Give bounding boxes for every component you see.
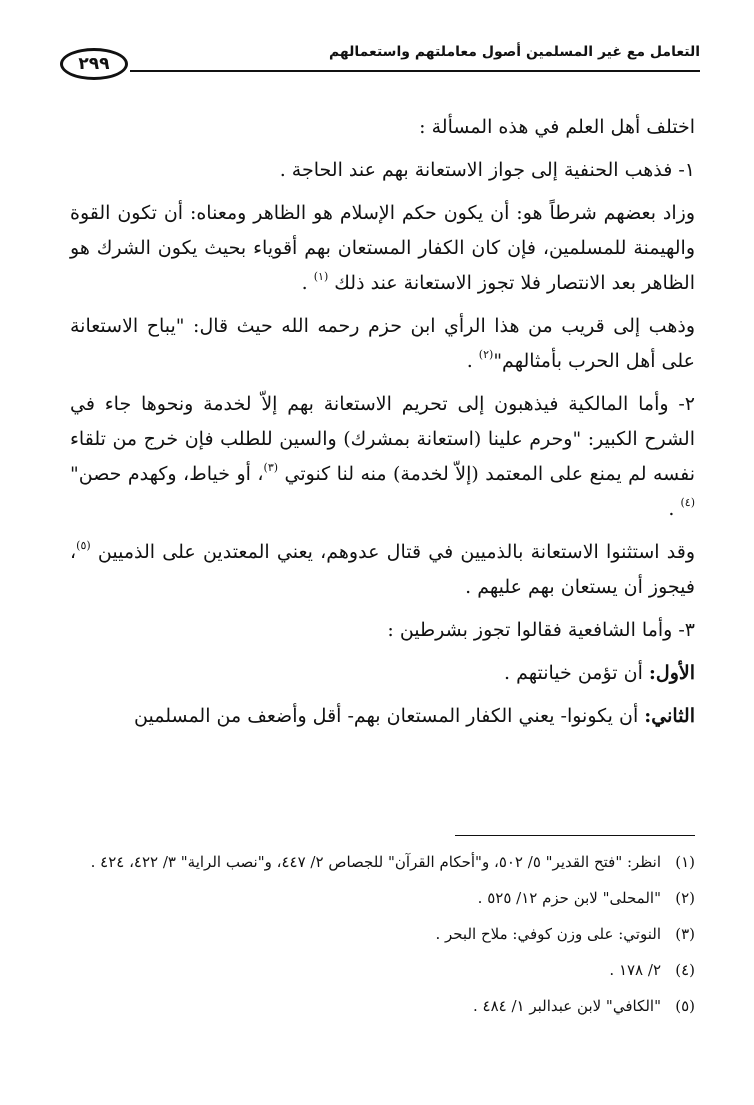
page-number: ٢٩٩ xyxy=(60,48,128,80)
paragraph-text: أن تؤمن خيانتهم . xyxy=(504,662,643,684)
paragraph-text: وزاد بعضهم شرطاً هو: أن يكون حكم الإسلام هو الظاهر ومعناه: أن تكون القوة والهيمنة للمسلمين، فإن كان الكفار المستعان بهم أقوياء بحيث يكون الشرك هو الظاهر بعد الانتصار فلا تجوز الاستعانة عند ذلك xyxy=(70,202,695,294)
paragraph-end: . xyxy=(301,272,308,294)
running-title: التعامل مع غير المسلمين أصول معاملتهم واستعمالهم xyxy=(328,44,700,60)
footnote xyxy=(70,884,695,912)
paragraph xyxy=(70,699,695,734)
paragraph-text: ١- فذهب الحنفية إلى جواز الاستعانة بهم عند الحاجة . xyxy=(279,159,695,181)
paragraph-end: . xyxy=(668,498,675,520)
footnote-number: (٣) xyxy=(675,925,695,943)
paragraph xyxy=(70,613,695,648)
paragraph xyxy=(70,196,695,301)
body-text xyxy=(70,110,695,742)
paragraph xyxy=(70,309,695,379)
paragraph-end: . xyxy=(466,350,473,372)
footnote xyxy=(70,992,695,1020)
header-rule xyxy=(130,70,700,72)
footnote-ref[interactable]: (١) xyxy=(313,270,329,283)
paragraph xyxy=(70,110,695,145)
footnote-ref[interactable]: (٤) xyxy=(680,496,695,509)
paragraph-text: وقد استثنوا الاستعانة بالذميين في قتال عدوهم، يعني المعتدين على الذميين xyxy=(97,541,695,563)
footnote-text: "المحلى" لابن حزم ١٢/ ٥٢٥ . xyxy=(477,889,661,907)
footnote-text: النوتي: على وزن كوفي: ملاح البحر . xyxy=(435,925,661,943)
paragraph xyxy=(70,656,695,691)
footnote-number: (٤) xyxy=(675,961,695,979)
footnote-number: (١) xyxy=(675,853,695,871)
condition-label: الأول: xyxy=(648,662,695,684)
footnote-separator xyxy=(455,835,695,836)
footnote-ref[interactable]: (٣) xyxy=(263,461,279,474)
paragraph-text: اختلف أهل العلم في هذه المسألة : xyxy=(419,116,695,138)
footnote-text: "الكافي" لابن عبدالبر ١/ ٤٨٤ . xyxy=(472,997,661,1015)
footnote-text: ٢/ ١٧٨ . xyxy=(609,961,661,979)
footnote-ref[interactable]: (٢) xyxy=(478,348,494,361)
paragraph-text: ٢- وأما المالكية فيذهبون إلى تحريم الاستعانة بهم إلاّ لخدمة ونحوها جاء في الشرح الكبير: "وحرم علينا (استعانة بمشرك) والسين للطلب فإن خرج من تلقاء نفسه لم يمنع على المعتمد (إلاّ لخدمة) منه لنا كنوتي xyxy=(70,393,696,485)
footnotes xyxy=(70,848,695,1028)
paragraph-text: أن يكونوا- يعني الكفار المستعان بهم- أقل وأضعف من المسلمين xyxy=(134,705,639,727)
footnote-number: (٥) xyxy=(675,997,695,1015)
footnote xyxy=(70,848,695,876)
condition-label: الثاني: xyxy=(644,705,695,727)
paragraph-text: ، فيجوز أن يستعان بهم عليهم . xyxy=(70,541,695,598)
footnote xyxy=(70,956,695,984)
footnote-ref[interactable]: (٥) xyxy=(76,539,91,552)
paragraph-text: ٣- وأما الشافعية فقالوا تجوز بشرطين : xyxy=(387,619,695,641)
footnote-text: انظر: "فتح القدير" ٥/ ٥٠٢، و"أحكام القرآن" للجصاص ٢/ ٤٤٧، و"نصب الراية" ٣/ ٤٢٢، ٤٢٤ . xyxy=(90,853,661,871)
page-header xyxy=(60,42,700,82)
footnote xyxy=(70,920,695,948)
paragraph-text: ، أو خياط، وكهدم حصن" xyxy=(70,463,264,485)
footnote-number: (٢) xyxy=(675,889,695,907)
paragraph xyxy=(70,535,695,605)
paragraph xyxy=(70,153,695,188)
paragraph xyxy=(70,387,695,527)
paragraph-text: وذهب إلى قريب من هذا الرأي ابن حزم رحمه الله حيث قال: "يباح الاستعانة على أهل الحرب بأمثالهم" xyxy=(70,315,695,372)
